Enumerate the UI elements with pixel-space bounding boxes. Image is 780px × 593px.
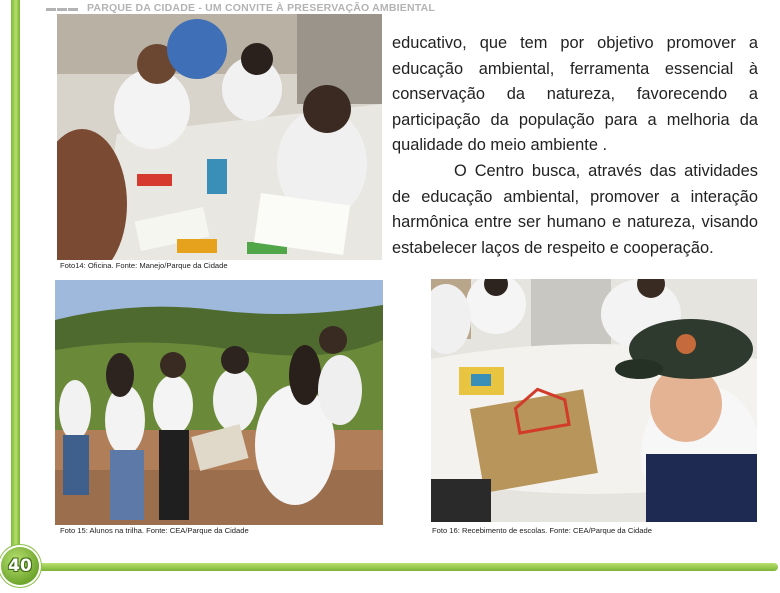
photo-workshop xyxy=(57,14,382,260)
running-header xyxy=(46,1,435,15)
photo-workshop-image xyxy=(57,14,382,260)
photo-schools-image xyxy=(431,279,757,522)
left-green-bar xyxy=(11,0,20,552)
photo-trail-image xyxy=(55,280,383,525)
photo-trail xyxy=(55,280,383,525)
page-number-badge: 40 xyxy=(1,547,39,585)
caption-photo-schools: Foto 16: Recebimento de escolas. Fonte: CEA/Parque da Cidade xyxy=(432,526,652,535)
paragraph-1: educativo, que tem por objetivo promover a educação ambiental, ferramenta essencial à conservação da natureza, favorecendo a participação da população para a melhoria da qualidade do meio ambiente . xyxy=(392,34,758,155)
header-dashes: ▬▬▬ xyxy=(46,2,79,14)
header-title: PARQUE DA CIDADE - UM CONVITE À PRESERVAÇÃO AMBIENTAL xyxy=(87,2,435,14)
photo-schools xyxy=(431,279,757,522)
body-text-column xyxy=(392,31,758,261)
caption-photo-trail: Foto 15: Alunos na trilha. Fonte: CEA/Parque da Cidade xyxy=(60,526,249,535)
bottom-green-bar xyxy=(22,563,778,571)
caption-photo-workshop: Foto14: Oficina. Fonte: Manejo/Parque da Cidade xyxy=(60,261,228,270)
paragraph-2: O Centro busca, através das atividades de educação ambiental, promover a interação harmônica entre ser humano e natureza, visando estabelecer laços de respeito e cooperação. xyxy=(392,161,758,257)
